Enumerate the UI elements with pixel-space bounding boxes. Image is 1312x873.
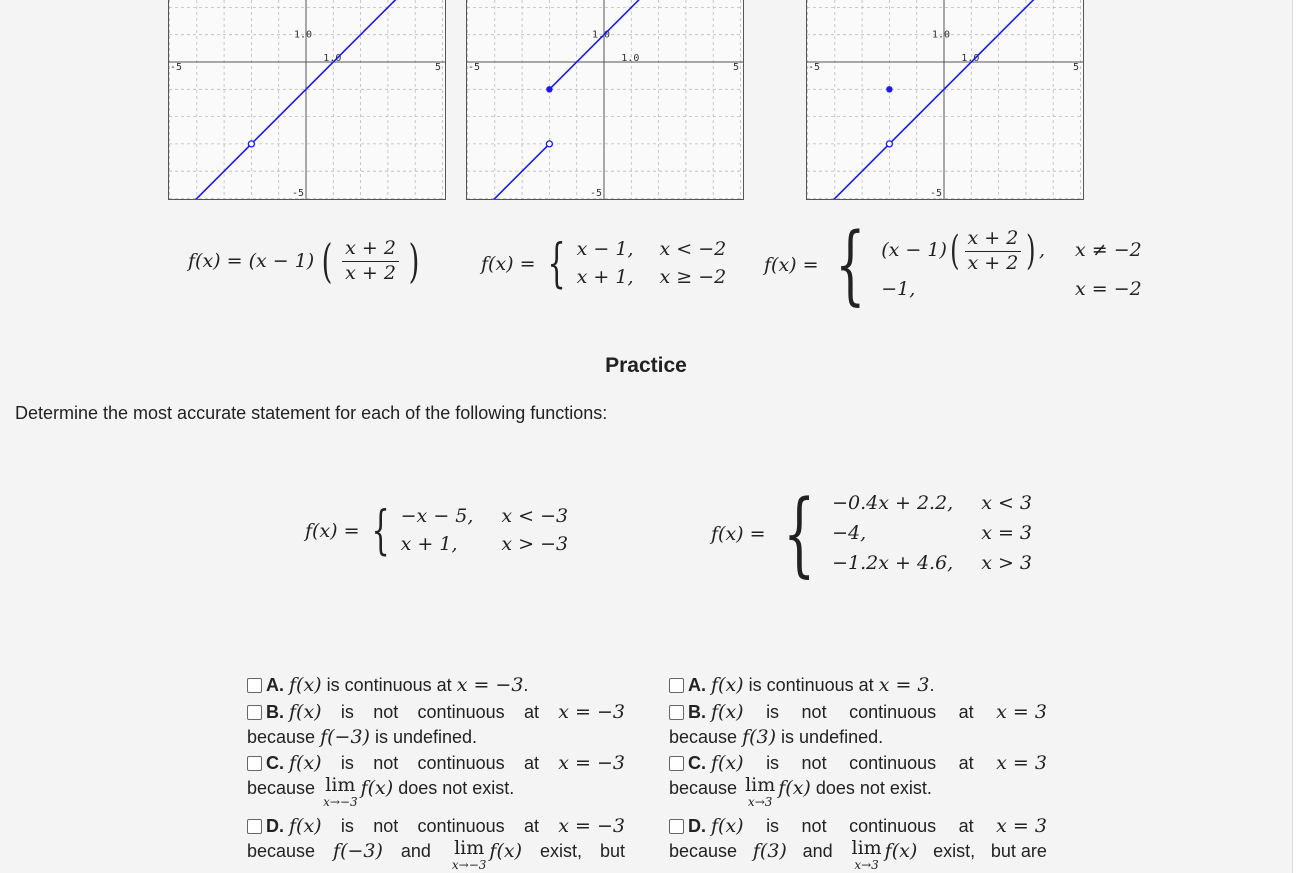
formula-3-comma: , (1038, 239, 1045, 262)
checkbox-b[interactable] (247, 705, 262, 720)
tick-label: 1.0 (294, 29, 313, 41)
choice-a[interactable] (247, 673, 625, 698)
choice-c[interactable] (669, 751, 1047, 814)
choice-text: . (929, 675, 935, 695)
choice-math: f(−3) (320, 726, 370, 748)
choice-math: f(x) (289, 701, 322, 723)
choice-text: is continuous at (748, 675, 874, 695)
choice-text: continuous (849, 753, 937, 773)
choice-label: C. (688, 753, 706, 773)
choice-label: D. (266, 816, 284, 836)
choice-text: because (669, 778, 738, 798)
tick-label: 5 (1072, 62, 1079, 73)
choice-b[interactable] (247, 700, 625, 750)
formula-3-numerator: x + 2 (965, 229, 1022, 252)
choice-math: f(x) (289, 752, 322, 774)
formula-3-pre: (x − 1) (881, 239, 947, 262)
choice-text: not (801, 753, 827, 773)
choice-math: x = −3 (558, 701, 625, 723)
choice-text: continuous (417, 816, 505, 836)
tick-label: 1.0 (592, 29, 611, 41)
limit-op: lim (745, 774, 776, 796)
tick-label: -5 (590, 188, 603, 199)
limit (323, 776, 358, 808)
choice-label: A. (266, 675, 284, 695)
choice-text: but (599, 841, 625, 861)
left-brace: { (370, 501, 390, 561)
right-paren: ) (408, 234, 420, 288)
choice-math: x = 3 (996, 701, 1047, 723)
choice-text: is (340, 702, 354, 722)
choice-text: not (373, 702, 399, 722)
tick-label: 1.0 (323, 53, 342, 64)
limit (852, 839, 882, 871)
case-expr: −1, (881, 277, 916, 300)
case-cond: x = −2 (1074, 277, 1142, 300)
checkbox-a[interactable] (669, 678, 684, 693)
filled-point (546, 86, 552, 92)
formula-2-cases (577, 238, 727, 290)
formula-1-numerator: x + 2 (342, 239, 399, 262)
formula-1-lhs: f(x) = (x − 1) (188, 250, 315, 272)
choice-text: at (523, 816, 539, 836)
problem-1-choices (247, 673, 625, 871)
choice-text: . (523, 675, 529, 695)
left-brace: { (546, 234, 566, 294)
graph-canvas (467, 0, 743, 199)
limit-sub: x→3 (747, 795, 773, 809)
choice-text: not (801, 816, 827, 836)
tick-label: 5 (434, 62, 441, 73)
problem-1-lhs: f(x) = (305, 520, 360, 542)
case-cond: x ≠ −2 (1074, 239, 1142, 262)
choice-math: f(x) (711, 752, 744, 774)
limit-op: lim (325, 774, 356, 796)
choice-math: f(x) (711, 701, 744, 723)
left-paren: ( (321, 234, 333, 288)
case-expr: −1.2x + 4.6, (832, 551, 954, 574)
choice-text: continuous (417, 702, 505, 722)
formula-2-lhs: f(x) = (481, 253, 536, 275)
choice-text: is (766, 816, 780, 836)
case-expr (881, 226, 1045, 275)
formula-1 (188, 234, 423, 288)
limit (452, 839, 487, 871)
tick-label: -5 (292, 188, 305, 199)
choice-text: at (523, 702, 539, 722)
checkbox-c[interactable] (669, 756, 684, 771)
choice-label: B. (688, 702, 706, 722)
tick-label: -5 (468, 62, 481, 73)
choice-label: D. (688, 816, 706, 836)
choice-text: not (373, 816, 399, 836)
choice-math: f(x) (289, 815, 322, 837)
choice-d[interactable] (247, 814, 625, 871)
choice-math: x = 3 (878, 674, 930, 696)
open-point (886, 141, 892, 147)
choice-text: continuous (849, 816, 937, 836)
choice-text: not (801, 702, 827, 722)
choice-text: at (958, 702, 974, 722)
choice-text: is (766, 702, 780, 722)
formula-3 (764, 215, 1142, 315)
case-cond: x < 3 (981, 492, 1033, 515)
graph-2 (466, 0, 744, 200)
formula-3-fraction (965, 226, 1022, 274)
choice-text: continuous (417, 753, 505, 773)
choice-math: x = 3 (996, 815, 1047, 837)
choice-text: because (669, 841, 738, 861)
problem-1-cases (401, 505, 569, 557)
choice-text: is undefined. (374, 727, 478, 747)
formula-1-denominator: x + 2 (345, 261, 396, 284)
problem-2-lhs: f(x) = (711, 523, 766, 545)
choice-text: and (400, 841, 431, 861)
left-brace: { (834, 215, 865, 315)
limit-sub: x→−3 (451, 858, 487, 872)
choice-math: f(−3) (333, 840, 383, 862)
problem-1-function (305, 501, 569, 561)
graph-canvas (169, 0, 445, 199)
choice-c[interactable] (247, 751, 625, 814)
choice-text: at (523, 753, 539, 773)
graph-canvas (807, 0, 1083, 199)
formula-3-lhs: f(x) = (764, 254, 819, 276)
checkbox-c[interactable] (247, 756, 262, 771)
graph-3 (806, 0, 1084, 200)
open-point (546, 141, 552, 147)
choice-math: f(3) (752, 840, 787, 862)
case-cond: x = 3 (981, 522, 1033, 545)
choice-text: is (766, 753, 780, 773)
case-cond: x < −2 (659, 238, 727, 261)
problem-2-function (711, 480, 1033, 587)
formula-3-cases (881, 226, 1142, 302)
choice-text: does not exist. (815, 778, 932, 798)
case-expr: x − 1, (576, 238, 634, 261)
choice-b[interactable] (669, 700, 1047, 750)
tick-label: 1.0 (961, 53, 980, 64)
tick-label: 5 (732, 62, 739, 73)
curve-segment (549, 0, 740, 89)
choice-text: not (373, 753, 399, 773)
choice-label: C. (266, 753, 284, 773)
choice-text: because (247, 841, 316, 861)
left-paren: ( (950, 228, 960, 275)
choice-a[interactable] (669, 673, 1047, 698)
choice-text: because (247, 778, 316, 798)
choice-math: f(x) (711, 674, 744, 696)
case-expr: −0.4x + 2.2, (832, 492, 954, 515)
limit (745, 776, 775, 808)
limit-sub: x→3 (854, 858, 879, 872)
choice-math: f(x) (778, 777, 811, 799)
formula-3-denominator: x + 2 (967, 251, 1019, 274)
choice-text: is (340, 753, 354, 773)
tick-label: 1.0 (932, 29, 951, 41)
choice-text: because (669, 727, 738, 747)
limit-sub: x→−3 (323, 795, 358, 809)
choice-label: A. (688, 675, 706, 695)
tick-label: -5 (930, 188, 943, 199)
choice-d[interactable] (669, 814, 1047, 871)
case-expr: x + 1, (400, 533, 458, 555)
tick-label: -5 (170, 62, 183, 73)
choice-math: x = −3 (558, 815, 625, 837)
choice-text: is continuous at (326, 675, 452, 695)
tick-label: -5 (808, 62, 821, 73)
choice-math: x = −3 (558, 752, 625, 774)
choice-label: B. (266, 702, 284, 722)
choice-text: continuous (849, 702, 937, 722)
checkbox-d[interactable] (247, 819, 262, 834)
case-expr: −x − 5, (400, 505, 474, 528)
formula-1-fraction (342, 236, 399, 284)
problem-2-choices (669, 673, 1047, 871)
choice-text: is undefined. (781, 727, 884, 747)
choice-text: but are (990, 841, 1047, 861)
limit-op: lim (454, 837, 485, 859)
choice-text: exist, (539, 841, 582, 861)
choice-math: f(3) (742, 726, 777, 748)
choice-math: x = −3 (456, 674, 524, 696)
case-expr: −4, (832, 522, 867, 545)
graph-1 (168, 0, 446, 200)
checkbox-b[interactable] (669, 705, 684, 720)
choice-text: exist, (933, 841, 976, 861)
practice-heading: Practice (605, 354, 687, 377)
case-cond: x ≥ −2 (659, 266, 727, 288)
case-cond: x > 3 (981, 551, 1033, 574)
case-expr: x + 1, (576, 266, 634, 288)
choice-math: f(x) (884, 840, 918, 862)
choice-math: x = 3 (996, 752, 1047, 774)
open-point (248, 141, 254, 147)
choice-text: at (958, 753, 974, 773)
right-paren: ) (1026, 228, 1036, 275)
case-cond: x < −3 (501, 505, 569, 528)
choice-math: f(x) (711, 815, 744, 837)
choice-text: at (958, 816, 974, 836)
choice-text: is (340, 816, 354, 836)
choice-math: f(x) (489, 840, 522, 862)
filled-point (886, 86, 892, 92)
choice-math: f(x) (360, 777, 394, 799)
checkbox-d[interactable] (669, 819, 684, 834)
left-brace: { (782, 480, 815, 587)
problem-2-cases (832, 492, 1032, 575)
formula-2 (481, 234, 727, 294)
choice-text: because (247, 727, 316, 747)
checkbox-a[interactable] (247, 678, 262, 693)
choice-math: f(x) (289, 674, 322, 696)
practice-instruction: Determine the most accurate statement for each of the following functions: (15, 403, 608, 423)
choice-text: and (802, 841, 833, 861)
tick-label: 1.0 (621, 53, 640, 64)
limit-op: lim (851, 837, 882, 859)
choice-text: does not exist. (398, 778, 515, 798)
case-cond: x > −3 (501, 533, 569, 555)
